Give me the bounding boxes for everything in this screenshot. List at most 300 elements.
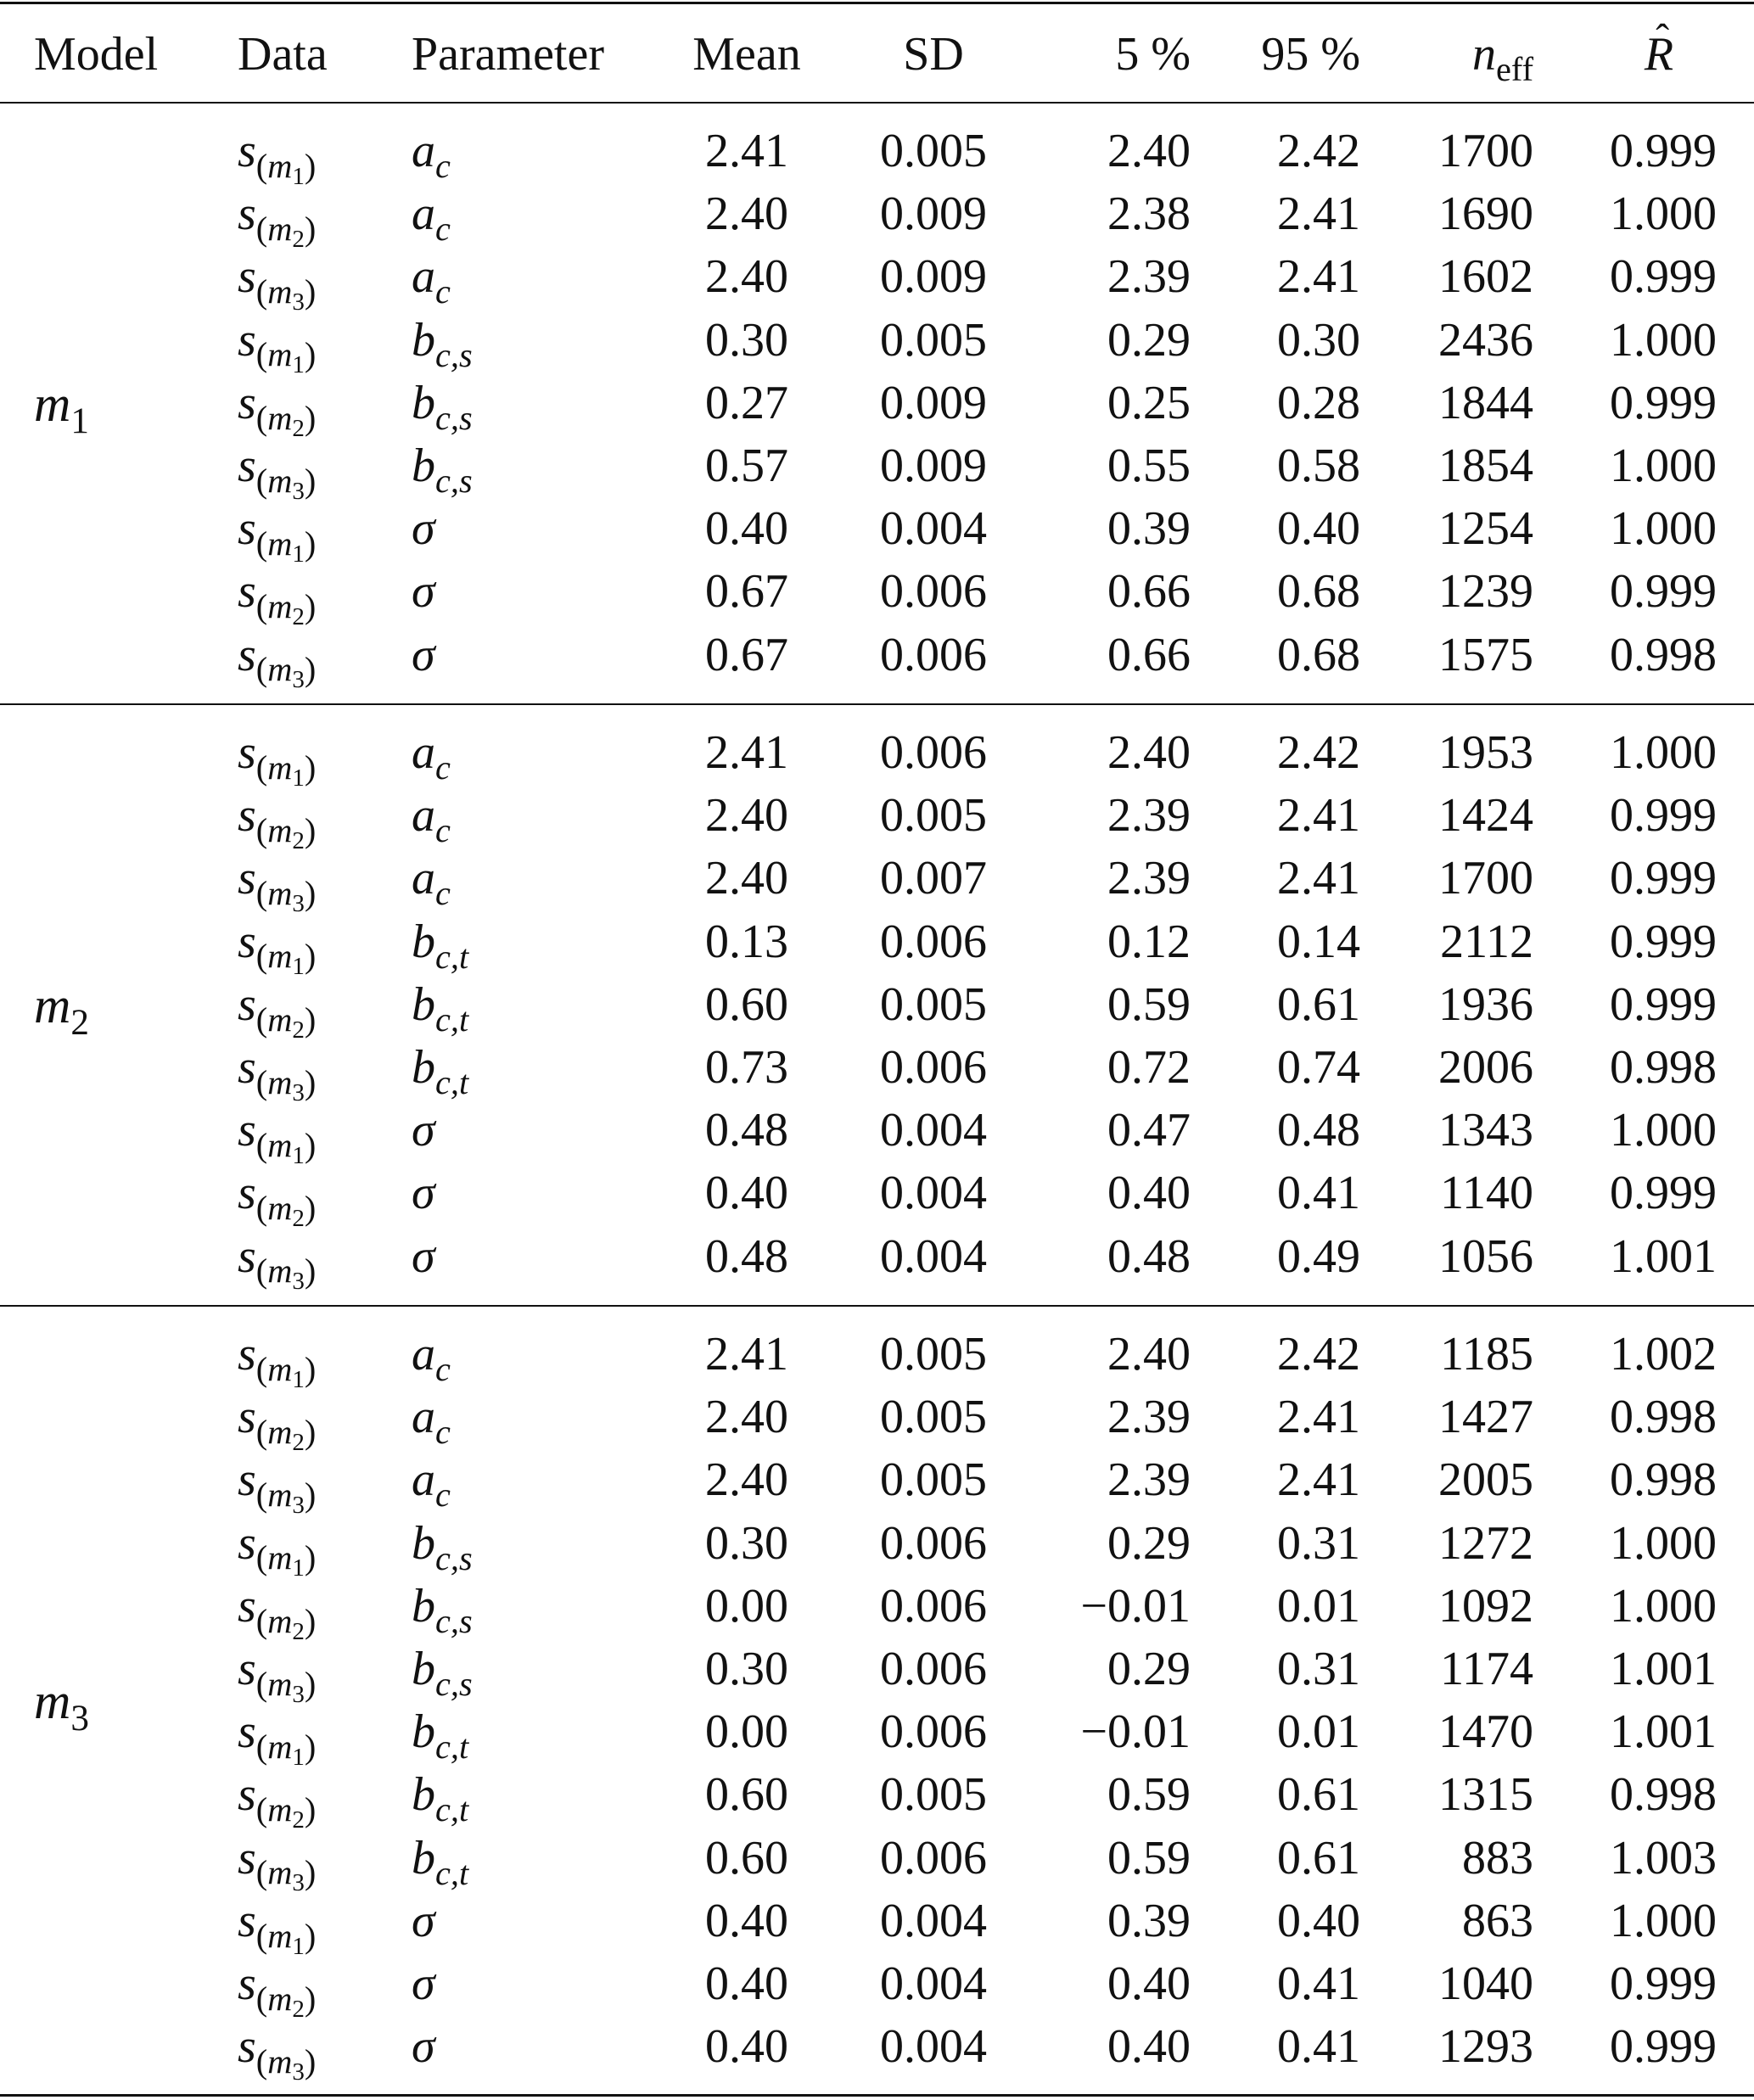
parameter-base: σ: [412, 1104, 435, 1157]
parameter-subscript: c,t: [435, 1062, 469, 1101]
sd-cell: 0.006: [880, 726, 987, 779]
rhat-cell: 1.000: [1610, 188, 1717, 241]
sd-cell: 0.006: [880, 565, 987, 619]
data-model-index: 2: [292, 226, 305, 254]
parameter-base: σ: [412, 502, 435, 556]
data-symbol: s: [238, 1894, 256, 1947]
p5-cell: −0.01: [1080, 1579, 1191, 1632]
p5-cell: 0.66: [1107, 628, 1191, 681]
paren-close: ): [304, 461, 317, 500]
data-model-index: 2: [292, 1996, 305, 2024]
parameter-base: σ: [412, 1894, 435, 1947]
paren-open: (: [255, 146, 268, 185]
rhat-cell: 0.999: [1610, 789, 1717, 843]
data-subscript: [255, 937, 317, 981]
data-symbol: s: [238, 1579, 256, 1632]
sd-cell: 0.009: [880, 440, 987, 492]
parameter-cell: [412, 726, 451, 787]
data-model-index: 1: [292, 953, 305, 981]
p5-cell: 0.40: [1107, 2020, 1191, 2074]
data-model-index: 3: [292, 478, 305, 506]
data-subscript: [255, 1538, 317, 1582]
header-p95: 95 %: [1261, 28, 1360, 81]
paren-open: (: [255, 874, 268, 913]
parameter-cell: [412, 440, 473, 500]
neff-cell: 1602: [1438, 250, 1533, 304]
paren-open: (: [255, 461, 268, 500]
data-symbol: s: [238, 1453, 256, 1507]
mean-cell: 2.40: [705, 250, 788, 304]
data-cell: [238, 502, 317, 568]
paren-close: ): [304, 1853, 317, 1892]
rhat-cell: 0.999: [1610, 852, 1717, 905]
data-symbol: s: [238, 789, 256, 843]
data-model-symbol: m: [267, 524, 293, 563]
data-model-index: 1: [292, 1366, 305, 1394]
data-model-index: 1: [292, 163, 305, 191]
data-cell: [238, 726, 317, 792]
data-model-symbol: m: [267, 1476, 293, 1515]
parameter-base: σ: [412, 1957, 435, 2010]
data-model-index: 1: [292, 1142, 305, 1170]
data-model-symbol: m: [267, 1790, 293, 1829]
parameter-subscript: c: [435, 1476, 451, 1515]
rhat-cell: 0.999: [1610, 915, 1717, 968]
parameter-cell: [412, 1768, 469, 1829]
p5-cell: 0.29: [1107, 313, 1191, 367]
sd-cell: 0.006: [880, 1643, 987, 1695]
parameter-base: b: [412, 1579, 435, 1632]
p5-cell: 2.39: [1107, 789, 1191, 843]
header-neff-sub: eff: [1495, 49, 1533, 88]
data-model-index: 3: [292, 288, 305, 316]
data-model-symbol: m: [267, 874, 293, 913]
data-cell: [238, 1579, 317, 1645]
data-subscript: [255, 1664, 317, 1709]
parameter-cell: [412, 789, 451, 850]
paren-close: ): [304, 650, 317, 689]
neff-cell: 1056: [1438, 1229, 1533, 1283]
data-symbol: s: [238, 1768, 256, 1822]
paren-close: ): [304, 748, 317, 787]
group-separator-1: [0, 703, 1754, 705]
parameter-subscript: c,s: [435, 335, 473, 374]
mean-cell: 2.40: [705, 188, 788, 241]
p95-cell: 0.40: [1277, 1894, 1360, 1947]
paren-close: ): [304, 1189, 317, 1228]
p5-cell: 0.59: [1107, 1831, 1191, 1884]
data-subscript: [255, 1413, 317, 1457]
data-subscript: [255, 1853, 317, 1897]
data-model-index: 2: [292, 414, 305, 442]
data-cell: [238, 1831, 317, 1897]
data-symbol: s: [238, 1328, 256, 1380]
data-subscript: [255, 146, 317, 191]
paren-close: ): [304, 1538, 317, 1577]
neff-cell: 1700: [1438, 852, 1533, 905]
data-cell: [238, 1453, 317, 1520]
rhat-cell: 1.000: [1610, 440, 1717, 492]
paren-close: ): [304, 1664, 317, 1703]
data-cell: [238, 1894, 317, 1960]
parameter-base: a: [412, 1453, 435, 1507]
paren-open: (: [255, 650, 268, 689]
paren-open: (: [255, 1664, 268, 1703]
data-model-symbol: m: [267, 811, 293, 850]
parameter-base: b: [412, 1831, 435, 1884]
rhat-cell: 0.999: [1610, 1167, 1717, 1220]
neff-cell: 1140: [1440, 1167, 1533, 1220]
data-cell: [238, 1167, 317, 1233]
p95-cell: 0.48: [1277, 1104, 1360, 1157]
p95-cell: 0.41: [1277, 1167, 1360, 1220]
mean-cell: 0.40: [705, 1894, 788, 1947]
mean-cell: 2.40: [705, 1453, 788, 1507]
data-model-symbol: m: [267, 650, 293, 689]
p5-cell: 0.25: [1107, 376, 1191, 429]
data-symbol: s: [238, 1643, 256, 1695]
rhat-cell: 0.998: [1610, 628, 1717, 681]
model-label: [34, 977, 89, 1043]
sd-cell: 0.005: [880, 789, 987, 843]
sd-cell: 0.005: [880, 125, 987, 177]
parameter-cell: [412, 1041, 469, 1101]
neff-cell: 1427: [1438, 1391, 1533, 1444]
p5-cell: 0.40: [1107, 1957, 1191, 2010]
data-subscript: [255, 1601, 317, 1645]
data-model-index: 1: [292, 351, 305, 379]
data-subscript: [255, 1728, 317, 1772]
data-subscript: [255, 1349, 317, 1394]
mean-cell: 0.13: [705, 915, 788, 968]
data-subscript: [255, 874, 317, 918]
neff-cell: 1470: [1438, 1705, 1533, 1759]
header-rhat-symbol: ˆ R: [1645, 31, 1673, 78]
paren-open: (: [255, 1728, 268, 1767]
parameter-cell: [412, 852, 451, 913]
data-model-symbol: m: [267, 1126, 293, 1165]
rhat-cell: 0.999: [1610, 2020, 1717, 2074]
data-model-symbol: m: [267, 398, 293, 437]
rhat-cell: 0.999: [1610, 977, 1717, 1031]
data-model-symbol: m: [267, 272, 293, 311]
p95-cell: 2.41: [1277, 1391, 1360, 1444]
paren-open: (: [255, 587, 268, 626]
parameter-base: σ: [412, 565, 435, 619]
data-model-index: 2: [292, 1205, 305, 1233]
paren-open: (: [255, 1853, 268, 1892]
header-p5: 5 %: [1115, 28, 1191, 81]
rhat-cell: 1.000: [1610, 1894, 1717, 1947]
model-label-sub: 1: [70, 400, 89, 441]
data-model-symbol: m: [267, 1916, 293, 1955]
p95-cell: 0.41: [1277, 2020, 1360, 2074]
data-cell: [238, 313, 317, 379]
parameter-base: a: [412, 125, 435, 177]
mean-cell: 0.67: [705, 628, 788, 681]
p5-cell: 2.40: [1107, 125, 1191, 177]
data-subscript: [255, 461, 317, 506]
mean-cell: 2.41: [705, 726, 788, 779]
sd-cell: 0.006: [880, 1579, 987, 1632]
data-subscript: [255, 650, 317, 694]
p5-cell: 2.39: [1107, 1391, 1191, 1444]
neff-cell: 1854: [1438, 440, 1533, 492]
data-symbol: s: [238, 250, 256, 304]
parameter-base: a: [412, 188, 435, 241]
mean-cell: 2.41: [705, 125, 788, 177]
p95-cell: 0.68: [1277, 565, 1360, 619]
data-symbol: s: [238, 440, 256, 492]
p5-cell: 0.47: [1107, 1104, 1191, 1157]
parameter-cell: [412, 1104, 435, 1157]
data-symbol: s: [238, 376, 256, 429]
data-symbol: s: [238, 628, 256, 681]
data-model-symbol: m: [267, 1062, 293, 1101]
sd-cell: 0.006: [880, 915, 987, 968]
p5-cell: 0.39: [1107, 1894, 1191, 1947]
rhat-cell: 0.999: [1610, 250, 1717, 304]
parameter-cell: [412, 1894, 435, 1947]
mean-cell: 0.73: [705, 1041, 788, 1094]
neff-cell: 1272: [1438, 1516, 1533, 1570]
parameter-base: a: [412, 1391, 435, 1444]
p95-cell: 2.41: [1277, 250, 1360, 304]
mean-cell: 0.40: [705, 1167, 788, 1220]
header-data: Data: [238, 28, 328, 81]
paren-open: (: [255, 272, 268, 311]
neff-cell: 1700: [1438, 125, 1533, 177]
paren-open: (: [255, 1252, 268, 1291]
p95-cell: 0.30: [1277, 313, 1360, 367]
paren-close: ): [304, 937, 317, 976]
parameter-subscript: c: [435, 272, 451, 311]
sd-cell: 0.006: [880, 1831, 987, 1884]
neff-cell: 1174: [1440, 1643, 1533, 1695]
data-model-symbol: m: [267, 748, 293, 787]
data-model-index: 2: [292, 1617, 305, 1645]
neff-cell: 1343: [1438, 1104, 1533, 1157]
paren-open: (: [255, 1413, 268, 1452]
neff-cell: 1690: [1438, 188, 1533, 241]
mean-cell: 0.30: [705, 1516, 788, 1570]
model-label-base: m: [34, 1673, 71, 1730]
mean-cell: 0.30: [705, 313, 788, 367]
sd-cell: 0.009: [880, 188, 987, 241]
sd-cell: 0.005: [880, 1768, 987, 1822]
sd-cell: 0.004: [880, 1104, 987, 1157]
parameter-subscript: c: [435, 210, 451, 249]
parameter-cell: [412, 1579, 473, 1640]
sd-cell: 0.004: [880, 1229, 987, 1283]
data-model-index: 3: [292, 2058, 305, 2086]
parameter-cell: [412, 125, 451, 185]
parameter-subscript: c: [435, 146, 451, 185]
data-subscript: [255, 748, 317, 792]
parameter-base: σ: [412, 628, 435, 681]
header-model: Model: [34, 28, 159, 81]
mean-cell: 2.40: [705, 852, 788, 905]
data-symbol: s: [238, 1391, 256, 1444]
sd-cell: 0.004: [880, 1894, 987, 1947]
neff-cell: 1092: [1438, 1579, 1533, 1632]
paren-open: (: [255, 2042, 268, 2081]
sd-cell: 0.005: [880, 1453, 987, 1507]
parameter-subscript: c: [435, 1349, 451, 1388]
data-model-index: 3: [292, 666, 305, 694]
paren-close: ): [304, 524, 317, 563]
parameter-cell: [412, 376, 473, 437]
paren-open: (: [255, 1189, 268, 1228]
mean-cell: 0.40: [705, 1957, 788, 2010]
neff-cell: 2436: [1438, 313, 1533, 367]
data-subscript: [255, 272, 317, 316]
paren-close: ): [304, 2042, 317, 2081]
data-model-index: 3: [292, 1268, 305, 1296]
neff-cell: 1575: [1438, 628, 1533, 681]
data-model-symbol: m: [267, 1664, 293, 1703]
paren-close: ): [304, 1790, 317, 1829]
p5-cell: 2.38: [1107, 188, 1191, 241]
rhat-cell: 0.998: [1610, 1768, 1717, 1822]
rhat-cell: 1.001: [1610, 1643, 1717, 1695]
parameter-cell: [412, 502, 435, 556]
parameter-base: b: [412, 1768, 435, 1822]
data-cell: [238, 1768, 317, 1834]
data-subscript: [255, 1252, 317, 1296]
sd-cell: 0.006: [880, 1705, 987, 1759]
rhat-cell: 1.003: [1610, 1831, 1717, 1884]
data-symbol: s: [238, 915, 256, 968]
data-symbol: s: [238, 125, 256, 177]
data-model-symbol: m: [267, 1413, 293, 1452]
paren-close: ): [304, 1916, 317, 1955]
rhat-cell: 1.001: [1610, 1229, 1717, 1283]
parameter-base: b: [412, 1705, 435, 1759]
paren-close: ): [304, 1062, 317, 1101]
p5-cell: 0.39: [1107, 502, 1191, 556]
paren-close: ): [304, 1349, 317, 1388]
data-model-symbol: m: [267, 1189, 293, 1228]
p5-cell: 0.48: [1107, 1229, 1191, 1283]
paren-close: ): [304, 335, 317, 374]
parameter-subscript: c,s: [435, 461, 473, 500]
p95-cell: 2.41: [1277, 188, 1360, 241]
data-model-symbol: m: [267, 1000, 293, 1039]
rhat-cell: 0.999: [1610, 565, 1717, 619]
rhat-cell: 0.998: [1610, 1453, 1717, 1507]
rhat-cell: 1.001: [1610, 1705, 1717, 1759]
data-model-index: 3: [292, 890, 305, 918]
model-label: [34, 375, 89, 441]
header-rule: [0, 102, 1754, 104]
parameter-base: b: [412, 376, 435, 429]
rhat-cell: 1.000: [1610, 1516, 1717, 1570]
paren-open: (: [255, 1979, 268, 2018]
parameter-base: b: [412, 1643, 435, 1695]
parameter-cell: [412, 915, 469, 976]
parameter-base: σ: [412, 1167, 435, 1220]
paren-open: (: [255, 811, 268, 850]
data-subscript: [255, 1062, 317, 1107]
data-cell: [238, 1229, 317, 1296]
p5-cell: 2.39: [1107, 250, 1191, 304]
data-cell: [238, 188, 317, 254]
sd-cell: 0.004: [880, 1167, 987, 1220]
data-model-symbol: m: [267, 1349, 293, 1388]
neff-cell: 1936: [1438, 977, 1533, 1031]
data-cell: [238, 915, 317, 981]
p5-cell: 0.12: [1107, 915, 1191, 968]
parameter-subscript: c,s: [435, 1601, 473, 1640]
neff-cell: 863: [1462, 1894, 1533, 1947]
data-cell: [238, 1104, 317, 1170]
parameter-base: b: [412, 1516, 435, 1570]
sd-cell: 0.007: [880, 852, 987, 905]
model-label: [34, 1673, 89, 1739]
neff-cell: 1040: [1438, 1957, 1533, 2010]
data-model-index: 2: [292, 1429, 305, 1457]
sd-cell: 0.006: [880, 1041, 987, 1094]
data-subscript: [255, 1476, 317, 1520]
neff-cell: 1185: [1440, 1328, 1533, 1380]
p95-cell: 0.68: [1277, 628, 1360, 681]
parameter-cell: [412, 2020, 435, 2074]
mean-cell: 0.60: [705, 1768, 788, 1822]
paren-close: ): [304, 1126, 317, 1165]
data-model-index: 3: [292, 1869, 305, 1897]
p95-cell: 0.49: [1277, 1229, 1360, 1283]
p95-cell: 0.01: [1277, 1579, 1360, 1632]
parameter-subscript: c,s: [435, 1538, 473, 1577]
data-symbol: s: [238, 313, 256, 367]
p95-cell: 0.41: [1277, 1957, 1360, 2010]
mean-cell: 0.60: [705, 977, 788, 1031]
paren-open: (: [255, 1916, 268, 1955]
sd-cell: 0.009: [880, 250, 987, 304]
header-rhat: [1644, 28, 1674, 81]
data-model-symbol: m: [267, 2042, 293, 2081]
rhat-cell: 1.000: [1610, 1579, 1717, 1632]
p95-cell: 2.42: [1277, 1328, 1360, 1380]
paren-close: ): [304, 1728, 317, 1767]
paren-open: (: [255, 210, 268, 249]
p95-cell: 2.41: [1277, 852, 1360, 905]
data-model-symbol: m: [267, 1601, 293, 1640]
neff-cell: 2112: [1440, 915, 1533, 968]
model-label-sub: 3: [70, 1699, 89, 1739]
data-model-symbol: m: [267, 1728, 293, 1767]
header-mean: Mean: [692, 28, 801, 81]
parameter-subscript: c: [435, 811, 451, 850]
paren-close: ): [304, 587, 317, 626]
rhat-cell: 1.000: [1610, 502, 1717, 556]
data-subscript: [255, 398, 317, 442]
data-cell: [238, 628, 317, 694]
p95-cell: 0.61: [1277, 1831, 1360, 1884]
paren-open: (: [255, 937, 268, 976]
p5-cell: 2.39: [1107, 1453, 1191, 1507]
parameter-cell: [412, 1167, 435, 1220]
header-parameter: Parameter: [412, 28, 604, 81]
sd-cell: 0.009: [880, 376, 987, 429]
paren-open: (: [255, 335, 268, 374]
data-subscript: [255, 1790, 317, 1834]
paren-open: (: [255, 1476, 268, 1515]
data-model-index: 1: [292, 764, 305, 792]
paren-open: (: [255, 1790, 268, 1829]
parameter-subscript: c: [435, 1413, 451, 1452]
